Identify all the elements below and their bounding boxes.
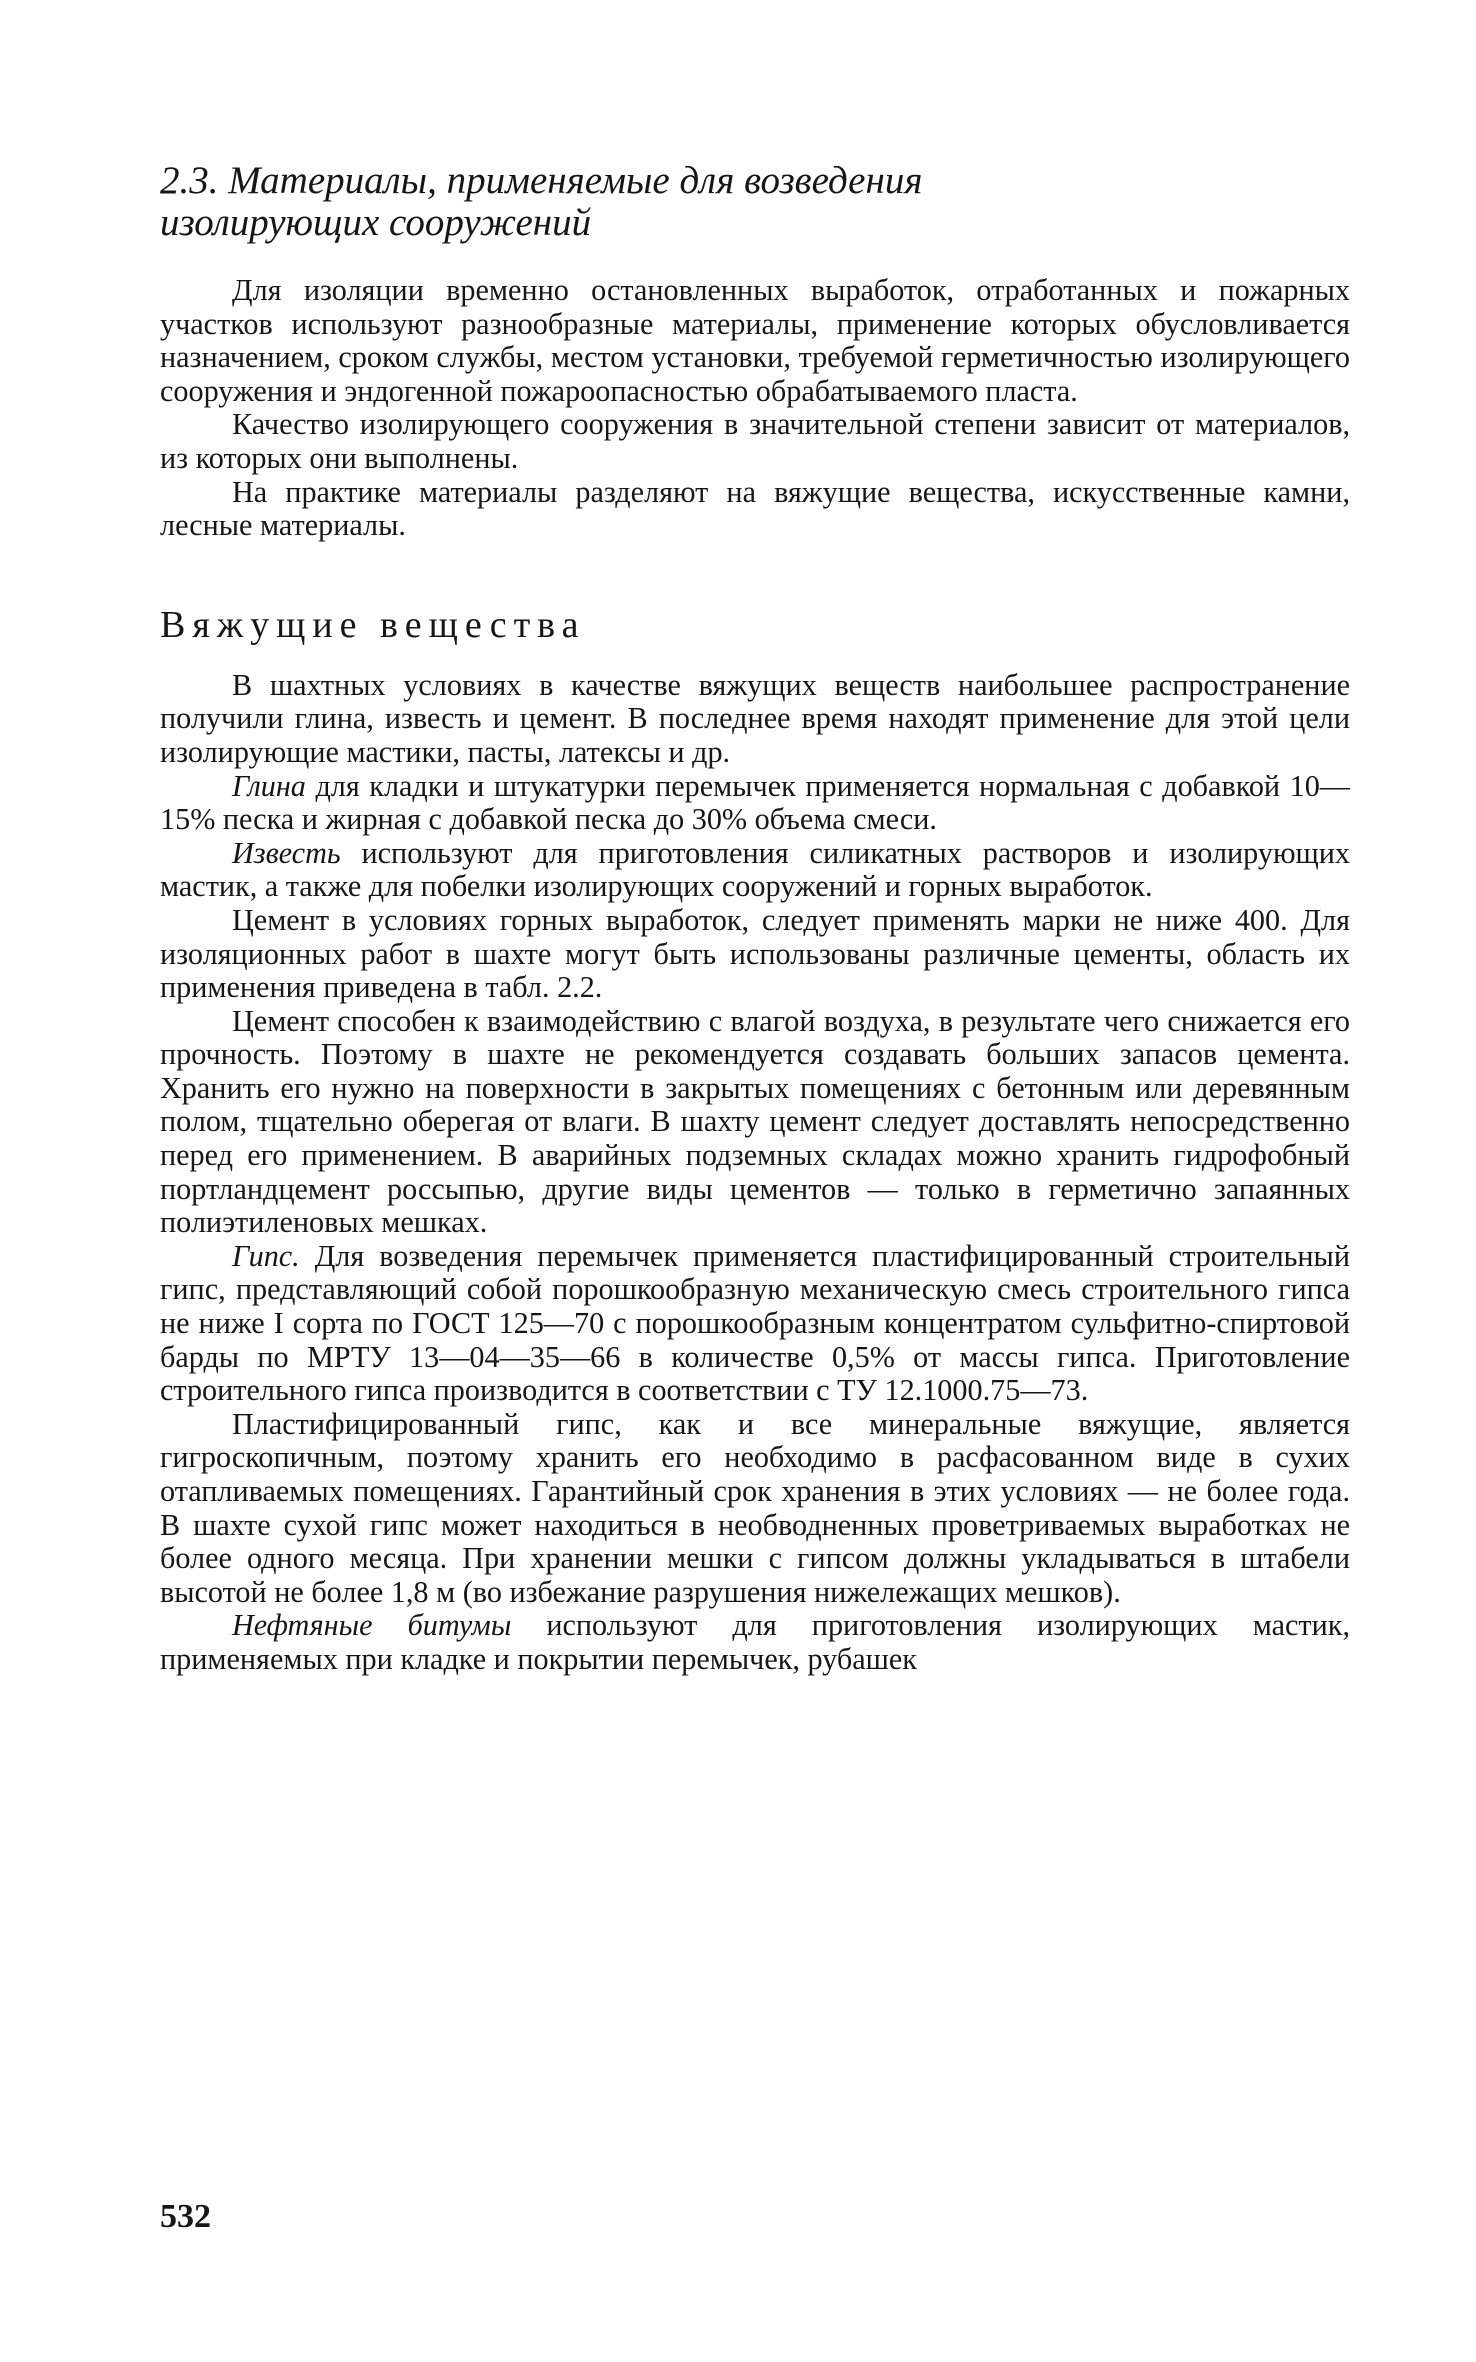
paragraph-gypsum-storage: Пластифицированный гипс, как и все минеральные вяжущие, является гигроскопичным, поэтому хранить его необходимо в расфасованном виде в сухих отапливаемых помещениях. Гарантийный срок хранения в этих условиях — не более года. В шахте сухой гипс может находиться в необводненных проветриваемых выработках не более одного месяца. При хранении мешки с гипсом должны укладываться в штабели высотой не более 1,8 м (во избежание разрушения нижележащих мешков). [160, 1406, 1350, 1609]
paragraph-cement-grade: Цемент в условиях горных выработок, следует применять марки не ниже 400. Для изоляционных работ в шахте могут быть использованы различные цементы, область их применения приведена в табл. 2.2. [160, 902, 1350, 1005]
paragraph-cement-storage: Цемент способен к взаимодействию с влагой воздуха, в результате чего снижается его прочность. Поэтому в шахте не рекомендуется создавать больших запасов цемента. Хранить его нужно на поверхности в закрытых помещениях с бетонным или деревянным полом, тщательно оберегая от влаги. В шахту цемент следует доставлять непосредственно перед его применением. В аварийных подземных складах можно хранить гидрофобный портландцемент россыпью, другие виды цементов — только в герметично запаянных полиэтиленовых мешках. [160, 1003, 1350, 1240]
paragraph-bitumen-text: используют для приготовления изолирующих мастик, применяемых при кладке и покрытии перемычек, рубашек [160, 1608, 1350, 1676]
subsection-title: Вяжущие вещества [160, 603, 586, 646]
section-title-line-2: изолирующих сооружений [160, 201, 592, 244]
term-gypsum: Гипс. [232, 1238, 300, 1273]
paragraph-binders-overview: В шахтных условиях в качестве вяжущих веществ наибольшее распространение получили глина, известь и цемент. В последнее время находят применение для этой цели изолирующие мастики, пасты, латексы и др. [160, 667, 1350, 769]
intro-paragraph-3: На практике материалы разделяют на вяжущие вещества, искусственные камни, лесные материалы. [160, 474, 1350, 543]
intro-paragraph-1: Для изоляции временно остановленных выработок, отработанных и пожарных участков используют разнообразные материалы, применение которых обусловливается назначением, сроком службы, местом установки, требуемой герметичностью изолирующего сооружения и эндогенной пожароопасностью обрабатываемого пласта. [160, 273, 1350, 408]
page-number: 532 [160, 2198, 211, 2235]
paragraph-clay [160, 770, 1350, 837]
term-lime: Известь [232, 835, 341, 870]
paragraph-gypsum-text: Для возведения перемычек применяется пластифицированный строительный гипс, представляющий собой порошкообразную механическую смесь строительного гипса не ниже I сорта по ГОСТ 125—70 с порошкообразным концентратом сульфитно-спиртовой барды по МРТУ 13—04—35—66 в количестве 0,5% от массы гипса. Приготовление строительного гипса производится в соответствии с ТУ 12.1000.75—73. [160, 1238, 1350, 1408]
intro-paragraph-2: Качество изолирующего сооружения в значительной степени зависит от материалов, из которых они выполнены. [160, 407, 1350, 475]
section-title [160, 160, 1350, 244]
paragraph-clay-text: для кладки и штукатурки перемычек применяется нормальная с добавкой 10—15% песка и жирная с добавкой песка до 30% объема смеси. [160, 768, 1350, 837]
page-content [160, 160, 1350, 1677]
section-title-line-1: 2.3. Материалы, применяемые для возведения [160, 159, 923, 202]
term-clay: Глина [232, 768, 306, 803]
paragraph-gypsum [160, 1240, 1350, 1408]
term-bitumen: Нефтяные битумы [232, 1608, 512, 1643]
paragraph-lime [160, 837, 1350, 904]
paragraph-bitumen [160, 1609, 1350, 1676]
paragraph-lime-text: используют для приготовления силикатных растворов и изолирующих мастик, а также для побелки изолирующих сооружений и горных выработок. [160, 835, 1350, 904]
